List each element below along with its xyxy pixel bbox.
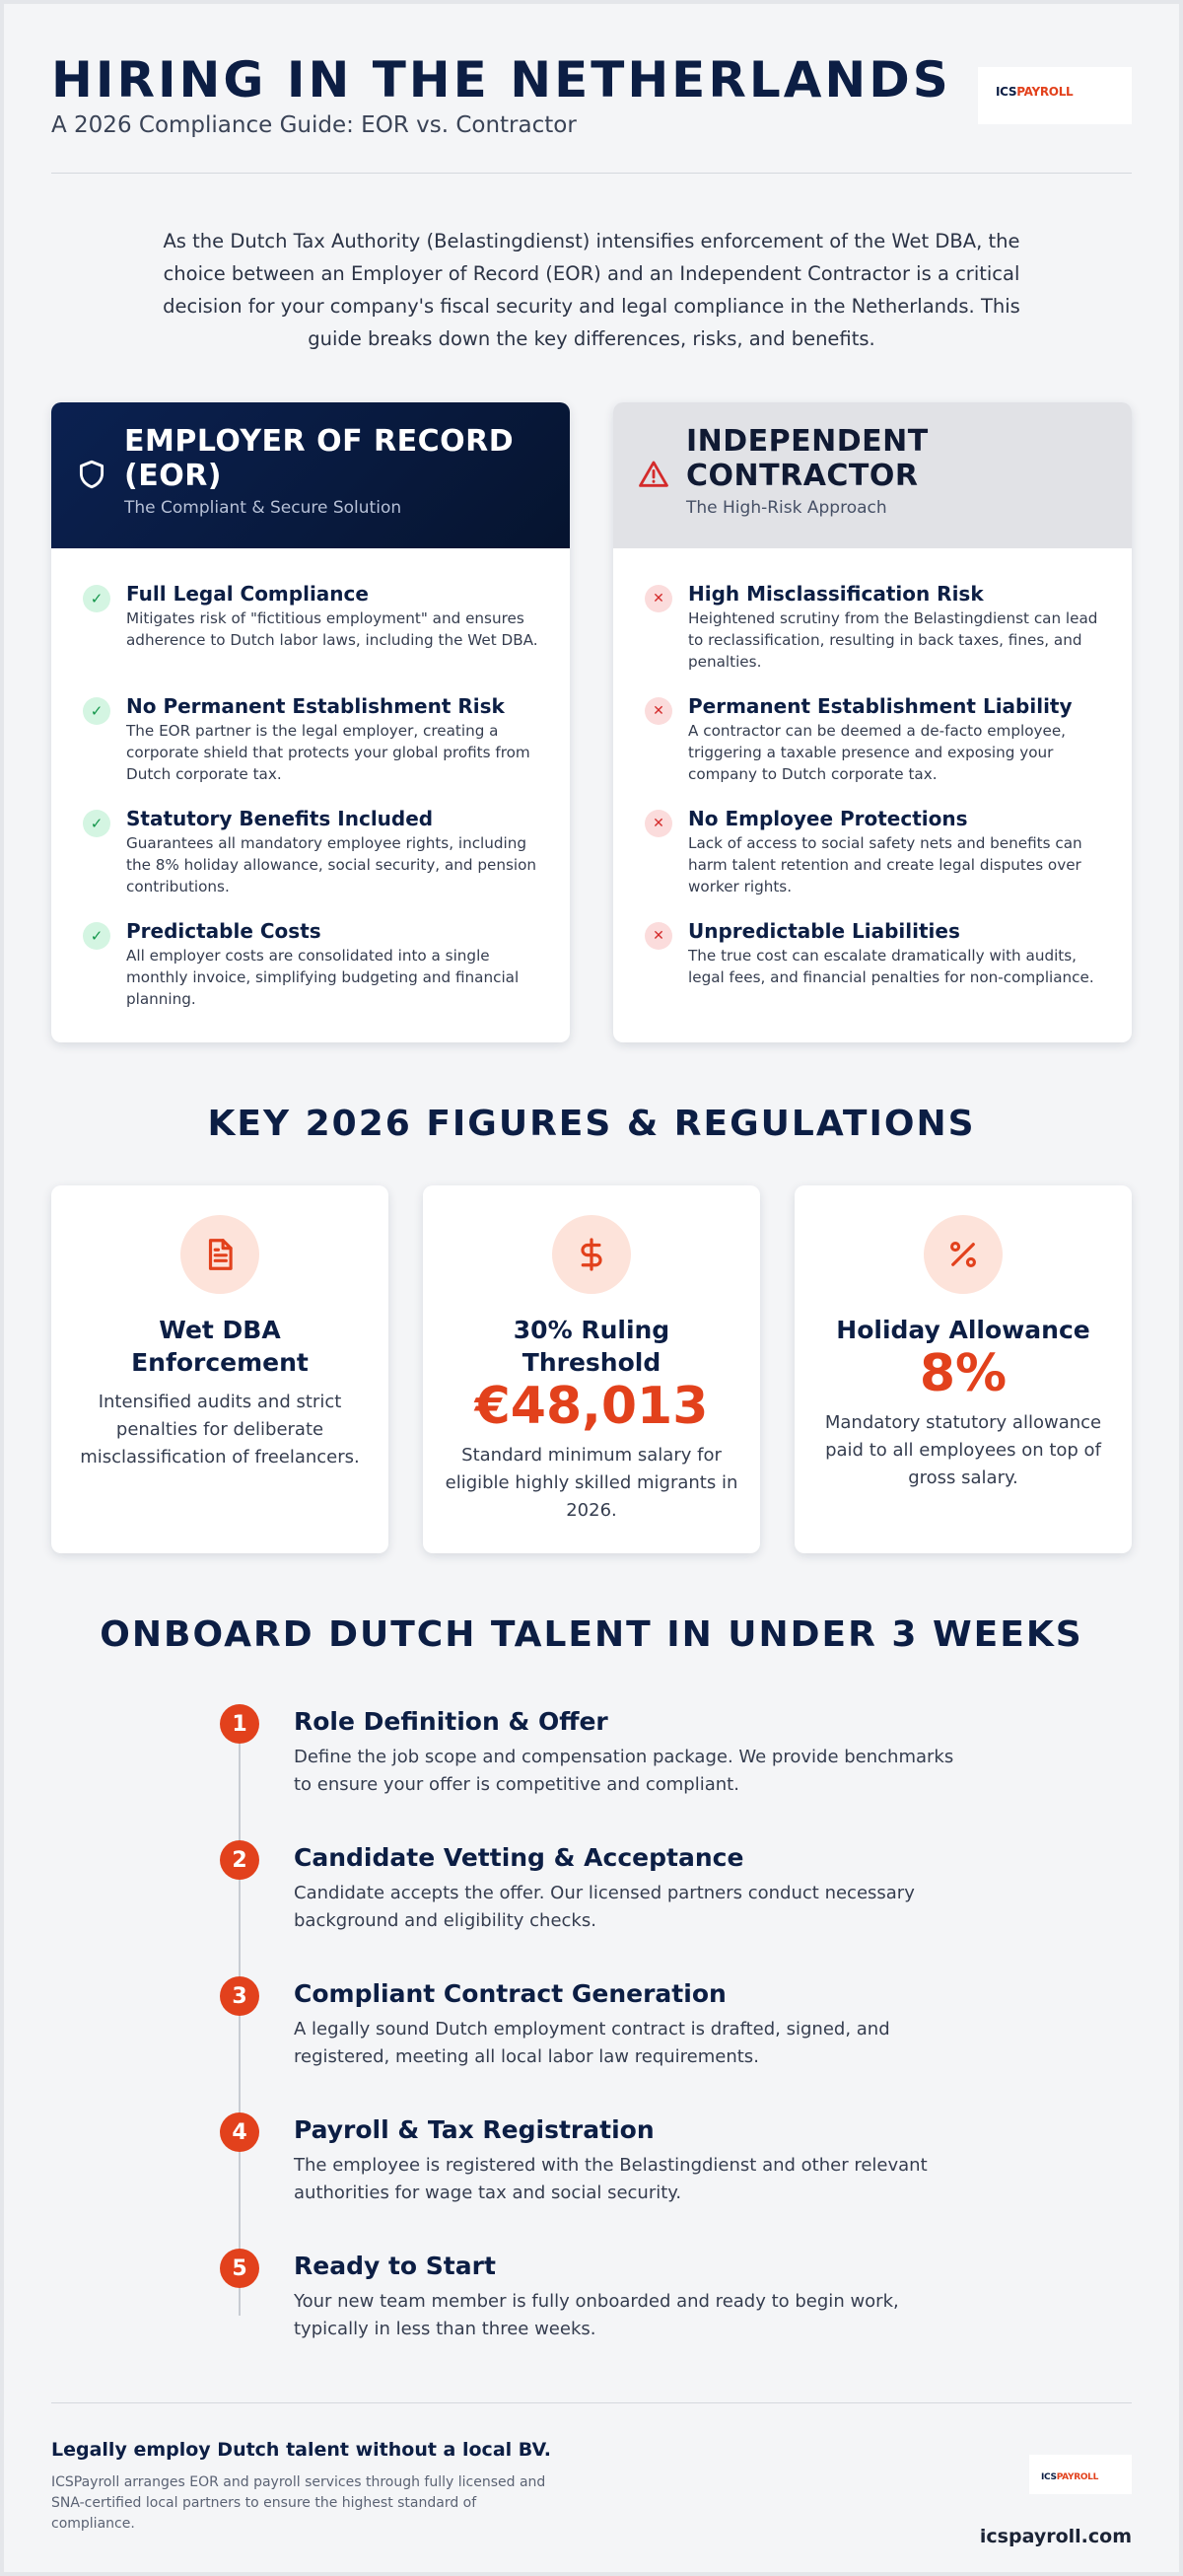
item-title: Full Legal Compliance xyxy=(126,582,369,606)
footer-logo xyxy=(1029,2455,1132,2494)
item-title: Statutory Benefits Included xyxy=(126,807,434,830)
contractor-card-header xyxy=(613,402,1132,548)
item-title: Permanent Establishment Liability xyxy=(688,694,1073,718)
footer-text: ICSPayroll arranges EOR and payroll services through fully licensed and SNA-certified local partners to ensure the highest standard of compliance. xyxy=(51,2474,546,2532)
contractor-title: INDEPENDENT CONTRACTOR xyxy=(686,424,929,493)
step-title: Candidate Vetting & Acceptance xyxy=(294,1843,744,1872)
item-title: Predictable Costs xyxy=(126,919,321,943)
step-description: Define the job scope and compensation package. We provide benchmarks to ensure your offer is competitive and compliant. xyxy=(294,1747,954,1795)
eor-title: EMPLOYER OF RECORD (EOR) xyxy=(124,424,515,493)
figure-description: Intensified audits and strict penalties for deliberate misclassification of freelancers. xyxy=(80,1392,360,1467)
document-icon xyxy=(180,1215,259,1294)
page-title: HIRING IN THE NETHERLANDS xyxy=(51,51,951,108)
intro-paragraph: As the Dutch Tax Authority (Belastingdienst) intensifies enforcement of the Wet DBA, the choice between an Employer of Record (EOR) and an Independent Contractor is a critical decision for your company's fiscal security and legal compliance in the Netherlands. This guide breaks down the key differences, risks, and benefits. xyxy=(163,230,1020,350)
check-icon: ✓ xyxy=(83,922,110,950)
item-description: Lack of access to social safety nets and benefits can harm talent retention and create legal disputes over worker rights. xyxy=(688,834,1082,895)
step-number: 1 xyxy=(220,1704,259,1744)
comparison-section xyxy=(51,402,1132,1042)
footer-title: Legally employ Dutch talent without a local BV. xyxy=(51,2439,551,2461)
list-item xyxy=(83,582,542,694)
x-icon: ✕ xyxy=(645,585,672,612)
list-item xyxy=(645,807,1104,919)
step-number: 3 xyxy=(220,1976,259,2016)
page xyxy=(4,4,1179,2572)
item-title: Unpredictable Liabilities xyxy=(688,919,960,943)
footer xyxy=(51,2402,1132,2550)
item-description: All employer costs are consolidated into a single monthly invoice, simplifying budgeting and financial planning. xyxy=(126,947,520,1008)
onboarding-steps xyxy=(217,1704,966,2347)
logo-payroll-text: PAYROLL xyxy=(1016,85,1074,99)
website-link[interactable]: icspayroll.com xyxy=(979,2526,1132,2547)
percent-icon xyxy=(924,1215,1003,1294)
list-item xyxy=(83,919,542,1032)
footer-brand xyxy=(979,2439,1132,2547)
figure-card xyxy=(795,1185,1132,1553)
list-item xyxy=(645,582,1104,694)
item-description: Heightened scrutiny from the Belastingdienst can lead to reclassification, resulting in back taxes, fines, and penalties. xyxy=(688,609,1098,671)
steps-section-title: ONBOARD DUTCH TALENT IN UNDER 3 WEEKS xyxy=(100,1614,1083,1655)
eor-subtitle: The Compliant & Secure Solution xyxy=(124,498,402,518)
step-title: Role Definition & Offer xyxy=(294,1707,608,1736)
figure-description: Standard minimum salary for eligible highly skilled migrants in 2026. xyxy=(445,1445,738,1521)
figure-title: Holiday Allowance xyxy=(836,1316,1090,1344)
check-icon: ✓ xyxy=(83,810,110,837)
item-description: The true cost can escalate dramatically with audits, legal fees, and financial penalties for non-compliance. xyxy=(688,947,1094,986)
item-title: High Misclassification Risk xyxy=(688,582,984,606)
list-item xyxy=(83,807,542,919)
contractor-risks-list xyxy=(613,548,1132,1032)
figure-description: Mandatory statutory allowance paid to all employees on top of gross salary. xyxy=(824,1412,1102,1488)
step-item xyxy=(217,2249,966,2343)
item-description: Guarantees all mandatory employee rights, including the 8% holiday allowance, social security, and pension contributions. xyxy=(126,834,537,895)
figures-section-title: KEY 2026 FIGURES & REGULATIONS xyxy=(207,1104,976,1144)
eor-card xyxy=(51,402,570,1042)
step-description: Your new team member is fully onboarded and ready to begin work, typically in less than three weeks. xyxy=(294,2291,899,2339)
logo-payroll-text: PAYROLL xyxy=(1056,2472,1099,2482)
step-number: 4 xyxy=(220,2112,259,2152)
step-number: 2 xyxy=(220,1840,259,1880)
figure-card xyxy=(423,1185,760,1553)
step-description: The employee is registered with the Belastingdienst and other relevant authorities for wage tax and social security. xyxy=(294,2155,928,2203)
item-title: No Employee Protections xyxy=(688,807,968,830)
eor-card-header xyxy=(51,402,570,548)
figure-title: 30% Ruling Threshold xyxy=(513,1316,670,1377)
logo-ics-text: ICS xyxy=(996,85,1017,99)
item-title: No Permanent Establishment Risk xyxy=(126,694,505,718)
header xyxy=(51,4,1132,174)
logo-ics-text: ICS xyxy=(1041,2472,1057,2482)
step-description: A legally sound Dutch employment contract is drafted, signed, and registered, meeting all local labor law requirements. xyxy=(294,2019,890,2067)
step-title: Compliant Contract Generation xyxy=(294,1979,727,2008)
x-icon: ✕ xyxy=(645,922,672,950)
shield-icon xyxy=(75,458,108,491)
step-title: Payroll & Tax Registration xyxy=(294,2115,655,2144)
step-number: 5 xyxy=(220,2249,259,2288)
check-icon: ✓ xyxy=(83,697,110,725)
dollar-icon xyxy=(552,1215,631,1294)
item-description: The EOR partner is the legal employer, creating a corporate shield that protects your global profits from Dutch corporate tax. xyxy=(126,722,530,783)
item-description: Mitigates risk of "fictitious employment" and ensures adherence to Dutch labor laws, including the Wet DBA. xyxy=(126,609,538,649)
item-description: A contractor can be deemed a de-facto employee, triggering a taxable presence and exposing your company to Dutch corporate tax. xyxy=(688,722,1066,783)
warning-icon xyxy=(637,458,670,491)
contractor-card xyxy=(613,402,1132,1042)
eor-benefits-list xyxy=(51,548,570,1032)
check-icon: ✓ xyxy=(83,585,110,612)
step-title: Ready to Start xyxy=(294,2252,496,2280)
step-item xyxy=(217,2112,966,2207)
list-item xyxy=(645,919,1104,1032)
step-item xyxy=(217,1704,966,1799)
company-logo xyxy=(978,67,1132,124)
contractor-subtitle: The High-Risk Approach xyxy=(686,498,887,518)
x-icon: ✕ xyxy=(645,810,672,837)
list-item xyxy=(645,694,1104,807)
x-icon: ✕ xyxy=(645,697,672,725)
figure-value: €48,013 xyxy=(474,1377,709,1436)
step-item xyxy=(217,1976,966,2071)
figure-value: 8% xyxy=(919,1344,1008,1403)
figures-section xyxy=(51,1185,1132,1553)
page-subtitle: A 2026 Compliance Guide: EOR vs. Contractor xyxy=(51,112,577,138)
figure-title: Wet DBA Enforcement xyxy=(131,1316,309,1377)
step-item xyxy=(217,1840,966,1935)
figure-card xyxy=(51,1185,388,1553)
list-item xyxy=(83,694,542,807)
step-description: Candidate accepts the offer. Our licensed partners conduct necessary background and eligibility checks. xyxy=(294,1883,915,1931)
